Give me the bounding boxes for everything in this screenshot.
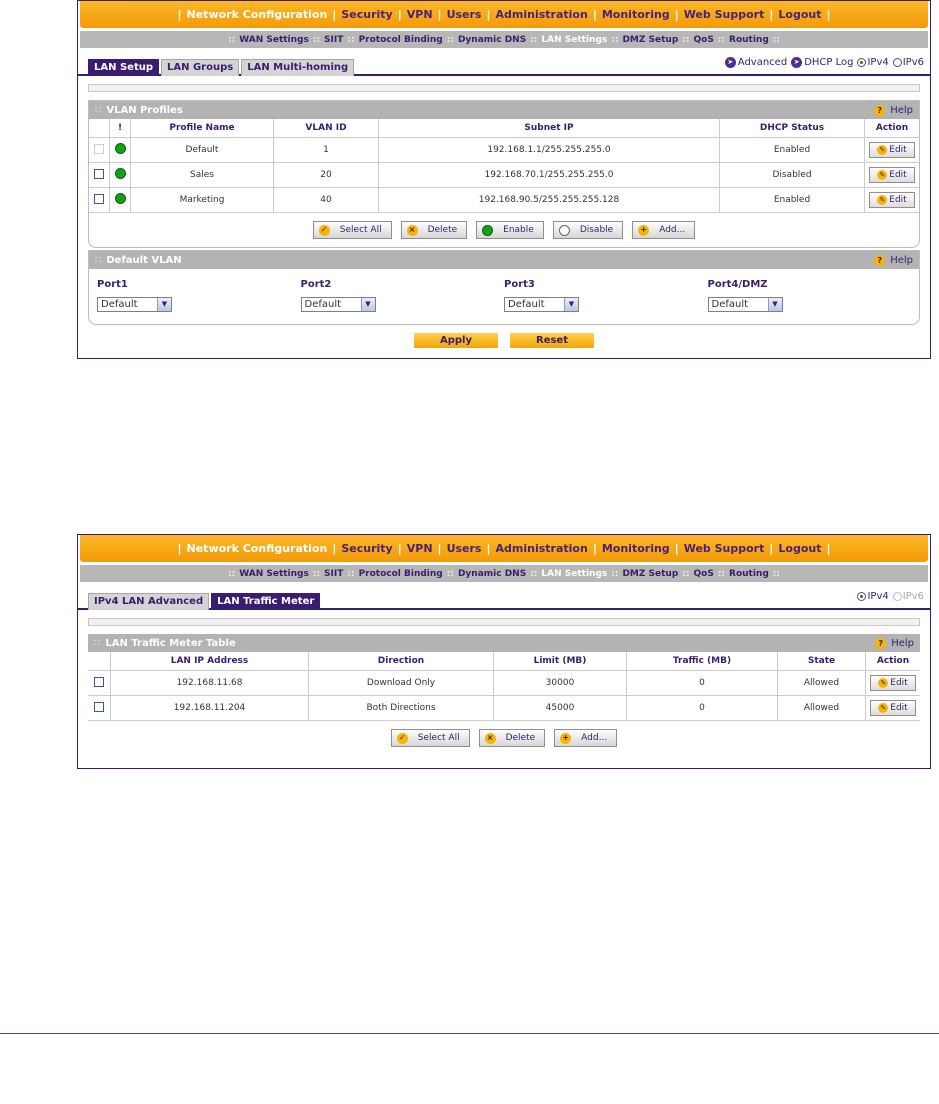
traffic-meter-title: ∷ LAN Traffic Meter Table: [94, 638, 236, 649]
table-row: [89, 138, 919, 163]
subnav-dmz-setup[interactable]: DMZ Setup: [622, 34, 679, 45]
nav-network-configuration[interactable]: Network Configuration: [186, 542, 328, 555]
add-button[interactable]: [632, 221, 695, 239]
enable-button[interactable]: [476, 221, 544, 239]
vlan-id-cell: 40: [274, 188, 379, 213]
vlan-profiles-header: [89, 101, 919, 119]
subnav-siit[interactable]: SIIT: [324, 568, 344, 579]
ipv6-radio: [893, 592, 902, 601]
top-nav: | Network Configuration | Security | VPN | Users | Administration | Monitoring | Web Support | Logout |: [80, 535, 928, 562]
tabs: [88, 59, 356, 76]
subnav-dynamic-dns[interactable]: Dynamic DNS: [457, 34, 527, 45]
port4-dmz-select[interactable]: [708, 297, 783, 312]
sub-nav: :: WAN Settings :: SIIT :: Protocol Binding :: Dynamic DNS :: LAN Settings :: DMZ Setup :: QoS :: Routing ::: [80, 31, 928, 48]
green-dot-icon: [115, 143, 126, 154]
help-label: Help: [891, 637, 914, 649]
subnav-qos[interactable]: QoS: [693, 34, 714, 45]
tab-lan-setup[interactable]: LAN Setup: [88, 59, 159, 76]
edit-label: Edit: [889, 170, 907, 180]
subnav-lan-settings[interactable]: LAN Settings: [541, 568, 608, 579]
subnet-ip-cell: 192.168.90.5/255.255.255.128: [379, 188, 720, 213]
nav-monitoring[interactable]: Monitoring: [601, 542, 670, 555]
nav-monitoring[interactable]: Monitoring: [601, 8, 670, 21]
nav-users[interactable]: Users: [446, 8, 482, 21]
subnet-ip-header: Subnet IP: [379, 119, 720, 138]
profile-name-cell: Marketing: [131, 188, 274, 213]
subnav-dynamic-dns[interactable]: Dynamic DNS: [457, 568, 527, 579]
pencil-icon: ✎: [877, 145, 887, 155]
port3-group: [504, 279, 708, 312]
subnet-ip-cell: 192.168.70.1/255.255.255.0: [379, 163, 720, 188]
port3-select[interactable]: [504, 297, 579, 312]
ipv6-label: IPv6: [902, 591, 924, 602]
direction-cell: Both Directions: [309, 696, 494, 721]
subnav-siit[interactable]: SIIT: [324, 34, 344, 45]
lan-ip-header: LAN IP Address: [111, 652, 309, 671]
nav-administration[interactable]: Administration: [495, 542, 588, 555]
disable-label: Disable: [579, 225, 614, 235]
port1-group: [97, 279, 301, 312]
add-label: Add...: [659, 225, 686, 235]
delete-icon: ×: [407, 225, 418, 236]
tab-lan-groups[interactable]: LAN Groups: [161, 59, 239, 76]
subnav-qos[interactable]: QoS: [693, 568, 714, 579]
port2-select[interactable]: [301, 297, 376, 312]
disable-button[interactable]: [553, 221, 623, 239]
profile-name-cell: Default: [131, 138, 274, 163]
chevron-down-icon: ▼: [768, 298, 782, 311]
add-button[interactable]: [554, 729, 617, 747]
ipv4-label: IPv4: [867, 57, 889, 68]
help-link[interactable]: [874, 105, 913, 116]
limit-cell: 45000: [494, 696, 627, 721]
pencil-icon: ✎: [877, 195, 887, 205]
delete-label: Delete: [505, 733, 536, 743]
subnav-routing[interactable]: Routing: [729, 568, 769, 579]
traffic-button-row: [88, 721, 920, 755]
reset-button[interactable]: Reset: [510, 333, 594, 348]
nav-web-support[interactable]: Web Support: [683, 542, 765, 555]
limit-cell: 30000: [494, 671, 627, 696]
select-all-label: Select All: [339, 225, 382, 235]
pencil-icon: ✎: [878, 703, 888, 713]
row-checkbox[interactable]: [94, 677, 104, 687]
traffic-meter-table: [88, 652, 920, 721]
apply-button[interactable]: Apply: [414, 333, 498, 348]
ipv6-radio[interactable]: [893, 58, 902, 67]
action-header: Action: [865, 119, 920, 138]
help-link[interactable]: [874, 255, 913, 266]
nav-security[interactable]: Security: [341, 8, 393, 21]
state-header: State: [778, 652, 866, 671]
subnav-lan-settings[interactable]: LAN Settings: [541, 34, 608, 45]
edit-button[interactable]: [870, 700, 916, 716]
port3-value: Default: [508, 299, 545, 310]
direction-cell: Download Only: [309, 671, 494, 696]
ipv4-label: IPv4: [867, 591, 889, 602]
sub-nav: :: WAN Settings :: SIIT :: Protocol Binding :: Dynamic DNS :: LAN Settings :: DMZ Setup :: QoS :: Routing ::: [80, 565, 928, 582]
subnav-wan-settings[interactable]: WAN Settings: [239, 34, 309, 45]
dhcp-status-cell: Enabled: [720, 138, 865, 163]
default-vlan-title: ∷ Default VLAN: [95, 255, 182, 266]
arrow-circle-icon: ➤: [725, 57, 736, 68]
delete-icon: ×: [485, 733, 496, 744]
subnav-dmz-setup[interactable]: DMZ Setup: [622, 568, 679, 579]
help-icon: ?: [874, 105, 885, 116]
port4-dmz-value: Default: [711, 299, 749, 310]
limit-header: Limit (MB): [494, 652, 627, 671]
enable-label: Enable: [503, 225, 534, 235]
dhcp-status-cell: Disabled: [720, 163, 865, 188]
subnav-protocol-binding[interactable]: Protocol Binding: [358, 34, 443, 45]
status-strip: [88, 84, 920, 92]
nav-logout[interactable]: Logout: [778, 8, 822, 21]
action-header: Action: [866, 652, 921, 671]
vlan-button-row: [89, 213, 919, 247]
subnav-routing[interactable]: Routing: [729, 34, 769, 45]
traffic-cell: 0: [627, 696, 778, 721]
nav-users[interactable]: Users: [446, 542, 482, 555]
traffic-cell: 0: [627, 671, 778, 696]
dhcp-status-cell: Enabled: [720, 188, 865, 213]
select-all-label: Select All: [417, 733, 460, 743]
port3-label: Port3: [504, 279, 535, 290]
tab-ipv4-lan-advanced[interactable]: IPv4 LAN Advanced: [88, 593, 209, 610]
right-links: [853, 591, 924, 602]
port1-value: Default: [101, 299, 138, 310]
plus-icon: +: [638, 225, 649, 236]
profile-name-cell: Sales: [131, 163, 274, 188]
port1-select[interactable]: [97, 297, 172, 312]
row-checkbox[interactable]: [94, 169, 104, 179]
vlan-profiles-table: [89, 119, 919, 213]
port4-dmz-group: [708, 279, 912, 312]
check-icon: ✓: [319, 225, 330, 236]
help-link[interactable]: [875, 638, 914, 649]
ipv4-radio[interactable]: [857, 58, 866, 67]
select-column-header: [89, 119, 110, 138]
right-links: [721, 57, 924, 68]
check-icon: ✓: [397, 733, 408, 744]
top-nav: | Network Configuration | Security | VPN | Users | Administration | Monitoring | Web Support | Logout |: [80, 1, 928, 28]
port4-dmz-label: Port4/DMZ: [707, 279, 768, 290]
port-row: [89, 269, 919, 324]
add-label: Add...: [581, 733, 608, 743]
select-column-header: [88, 652, 111, 671]
chevron-down-icon: ▼: [157, 298, 171, 311]
nav-logout[interactable]: Logout: [778, 542, 822, 555]
state-cell: Allowed: [778, 671, 866, 696]
status-column-header: !: [110, 119, 131, 138]
edit-button[interactable]: [869, 167, 915, 183]
ipv6-label: IPv6: [902, 57, 924, 68]
nav-administration[interactable]: Administration: [495, 8, 588, 21]
dhcp-status-header: DHCP Status: [720, 119, 865, 138]
edit-label: Edit: [889, 195, 907, 205]
apply-row: [78, 325, 930, 348]
port2-value: Default: [304, 299, 342, 310]
vlan-profiles-panel: [88, 100, 920, 248]
tab-lan-traffic-meter[interactable]: LAN Traffic Meter: [211, 593, 320, 610]
direction-header: Direction: [309, 652, 494, 671]
table-row: [88, 671, 920, 696]
state-cell: Allowed: [778, 696, 866, 721]
plus-icon: +: [560, 733, 571, 744]
lan-setup-screenshot: [77, 0, 931, 359]
tab-row: [78, 56, 930, 76]
edit-label: Edit: [890, 703, 908, 713]
vlan-id-cell: 1: [274, 138, 379, 163]
edit-label: Edit: [890, 678, 908, 688]
select-all-button[interactable]: [313, 221, 392, 239]
pencil-icon: ✎: [877, 170, 887, 180]
green-dot-icon: [115, 168, 126, 179]
ipv4-radio[interactable]: [857, 592, 866, 601]
green-dot-icon: [115, 193, 126, 204]
advanced-link[interactable]: Advanced: [737, 57, 788, 68]
help-icon: ?: [874, 255, 885, 266]
table-row: [88, 696, 920, 721]
vlan-id-header: VLAN ID: [274, 119, 379, 138]
tabs: [88, 593, 322, 610]
row-checkbox: [94, 144, 104, 154]
table-row: [89, 188, 919, 213]
delete-button[interactable]: [401, 221, 468, 239]
chevron-down-icon: ▼: [564, 298, 578, 311]
row-checkbox[interactable]: [94, 194, 104, 204]
traffic-meter-panel: [88, 634, 920, 755]
page-divider: [0, 1033, 939, 1034]
subnav-protocol-binding[interactable]: Protocol Binding: [358, 568, 443, 579]
empty-circle-icon: [559, 225, 570, 236]
profile-name-header: Profile Name: [131, 119, 274, 138]
pencil-icon: ✎: [878, 678, 888, 688]
nav-security[interactable]: Security: [341, 542, 393, 555]
tab-row: [78, 590, 930, 610]
traffic-meter-header: [88, 634, 920, 652]
help-label: Help: [890, 254, 913, 266]
port2-label: Port2: [300, 279, 332, 290]
help-icon: ?: [875, 638, 886, 649]
default-vlan-panel: [88, 250, 920, 325]
edit-button[interactable]: [869, 142, 915, 158]
tab-lan-multi-homing[interactable]: LAN Multi-homing: [241, 59, 354, 76]
table-row: [89, 163, 919, 188]
default-vlan-header: [89, 251, 919, 269]
traffic-header: Traffic (MB): [627, 652, 778, 671]
chevron-down-icon: ▼: [361, 298, 375, 311]
nav-web-support[interactable]: Web Support: [683, 8, 765, 21]
nav-network-configuration[interactable]: Network Configuration: [186, 8, 328, 21]
port1-label: Port1: [97, 279, 128, 290]
edit-button[interactable]: [870, 675, 916, 691]
lan-ip-cell: 192.168.11.68: [111, 671, 309, 696]
port2-group: [301, 279, 505, 312]
delete-button[interactable]: [479, 729, 546, 747]
subnet-ip-cell: 192.168.1.1/255.255.255.0: [379, 138, 720, 163]
vlan-id-cell: 20: [274, 163, 379, 188]
edit-button[interactable]: [869, 192, 915, 208]
lan-traffic-meter-screenshot: [77, 534, 931, 769]
dhcp-log-link[interactable]: DHCP Log: [804, 57, 854, 68]
nav-vpn[interactable]: VPN: [406, 542, 433, 555]
vlan-profiles-title: ∷ VLAN Profiles: [95, 105, 183, 116]
status-strip: [88, 618, 920, 626]
help-label: Help: [890, 104, 913, 116]
subnav-wan-settings[interactable]: WAN Settings: [239, 568, 309, 579]
edit-label: Edit: [889, 145, 907, 155]
lan-ip-cell: 192.168.11.204: [111, 696, 309, 721]
select-all-button[interactable]: [391, 729, 470, 747]
delete-label: Delete: [427, 225, 458, 235]
arrow-circle-icon: ➤: [791, 57, 802, 68]
nav-vpn[interactable]: VPN: [406, 8, 433, 21]
green-dot-icon: [482, 225, 493, 236]
row-checkbox[interactable]: [94, 702, 104, 712]
